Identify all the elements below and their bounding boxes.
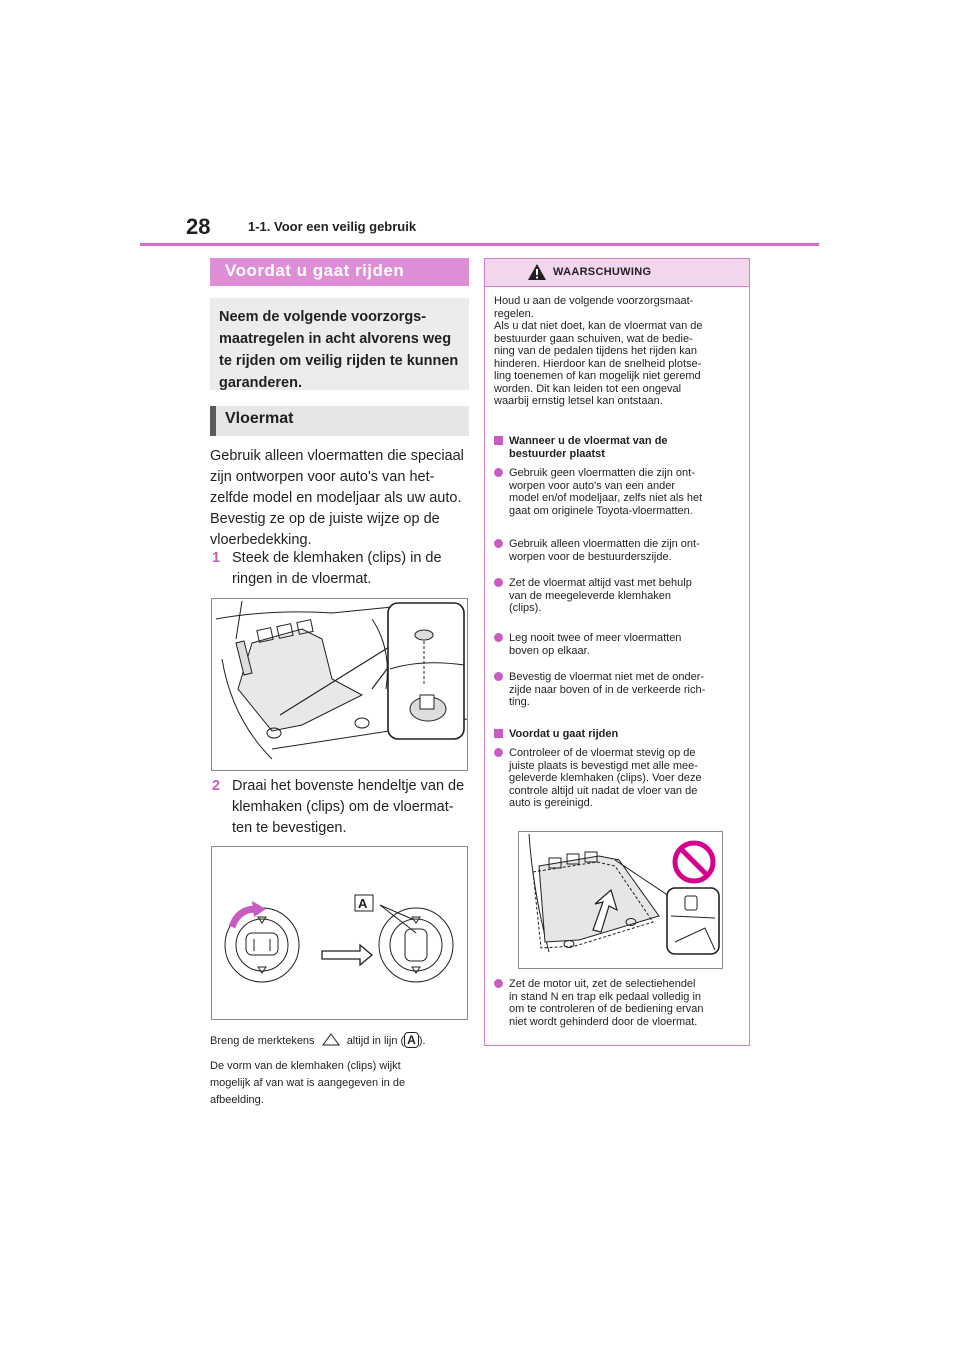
warning-line: waarbij ernstig letsel kan ontstaan. [494,395,663,407]
warning-heading-line: Voordat u gaat rijden [509,728,619,740]
caption-line: afbeelding. [210,1094,264,1106]
round-bullet-icon [494,672,503,681]
warning-bullet-7 [494,978,744,1028]
warning-bullet-line: gaat om originele Toyota-vloermatten. [509,504,693,517]
round-bullet-icon [494,748,503,757]
step-2 [210,776,472,839]
square-bullet-icon [494,436,503,445]
header-rule [140,243,819,246]
warning-bullet-line: in stand N en trap elk pedaal volledig in [509,990,702,1003]
warning-bullet-line: zijde naar boven of in de verkeerde rich- [509,683,706,696]
warning-bullet-2 [494,538,744,563]
figure-stacked-mats-prohibited [518,831,723,969]
caption-text: Breng de merktekens [210,1035,315,1047]
warning-bullet-5 [494,671,744,709]
warning-bullet-line: Zet de motor uit, zet de selectiehendel [509,978,696,990]
step-number: 1 [212,550,221,566]
warning-bullet-line: Leg nooit twee of meer vloermatten [509,632,682,644]
warning-bullet-4 [494,632,744,657]
triangle-mark-icon [322,1033,340,1046]
caption-line: mogelijk af van wat is aangegeven in de [210,1077,406,1089]
warning-line: ling toenemen of kan mogelijk niet geremd [494,370,701,382]
figure-clip-rotation [211,846,468,1020]
warning-line: worden. Dit kan leiden tot een ongeval [494,382,682,395]
warning-bullet-line: worpen voor de bestuurderszijde. [509,550,672,563]
warning-bullet-line: Zet de vloermat altijd vast met behulp [509,577,692,589]
warning-bullet-line: controle altijd uit nadat de vloer van de [509,784,698,797]
warning-heading-line: Wanneer u de vloermat van de [509,435,668,447]
warning-title: WAARSCHUWING [553,266,652,278]
warning-icon [527,263,547,281]
warning-bullet-line: om te controleren of de bediening ervan [509,1003,704,1015]
warning-bullet-line: auto is gereinigd. [509,797,593,809]
round-bullet-icon [494,539,503,548]
body-line: zijn ontworpen voor auto's van het- [210,469,435,485]
step-number: 2 [212,778,221,794]
warning-line: bestuurder gaan schuiven, wat de bedie- [494,332,693,345]
body-line: Gebruik alleen vloermatten die speciaal [210,448,464,464]
step-line: Steek de klemhaken (clips) in de [232,550,442,566]
section-title: 1-1. Voor een veilig gebruik [248,219,417,234]
figure-label-a: A [358,896,368,911]
stacked-mats-illustration [519,832,722,968]
body-line: Bevestig ze op de juiste wijze op de [210,511,440,527]
subheading-vloermat: Vloermat [210,406,469,436]
body-paragraph [210,446,472,551]
square-bullet-icon [494,729,503,738]
round-bullet-icon [494,979,503,988]
warning-line: hinderen. Hierdoor kan de snelheid plotse- [494,357,702,370]
intro-line: Neem de volgende voorzorgs- [219,309,427,325]
clip-rotation-illustration [212,847,467,1019]
warning-bullet-line: Bevestig de vloermat niet met de onder- [509,671,705,683]
page-number: 28 [186,214,211,239]
warning-heading-line: bestuurder plaatst [509,447,605,460]
warning-bullet-line: juiste plaats is bevestigd met alle mee- [509,759,698,772]
warning-bullet-line: model en/of modeljaar, zelfs niet als het [509,492,703,504]
step-1 [210,548,472,590]
round-bullet-icon [494,633,503,642]
chapter-banner: Voordat u gaat rijden [210,258,469,286]
caption-alignment [210,1032,472,1050]
warning-line: regelen. [494,307,534,320]
step-line: Draai het bovenste hendeltje van de [232,778,465,794]
body-line: zelfde model en modeljaar als uw auto. [210,490,462,506]
round-bullet-icon [494,578,503,587]
warning-bullet-line: boven op elkaar. [509,644,590,657]
intro-box [210,298,469,390]
warning-box [484,258,750,1046]
warning-heading-2 [494,728,744,741]
warning-bullet-1 [494,467,744,517]
warning-line: ning van de pedalen tijdens het rijden kan [494,345,698,357]
warning-bullet-3 [494,577,744,615]
warning-bullet-line: Gebruik alleen vloermatten die zijn ont- [509,538,700,550]
caption-note [210,1058,472,1109]
warning-bullet-line: Controleer of de vloermat stevig op de [509,747,696,759]
caption-line: De vorm van de klemhaken (clips) wijkt [210,1060,401,1072]
round-bullet-icon [494,468,503,477]
warning-bullet-line: (clips). [509,602,542,614]
warning-heading-1 [494,435,744,460]
caption-text: altijd in lijn ( [346,1035,405,1047]
step-line: ten te bevestigen. [232,820,347,836]
label-a-box: A [404,1032,419,1048]
intro-line: te rijden om veilig rijden te kunnen [219,353,459,369]
warning-bullet-6 [494,747,744,810]
warning-bullet-line: worpen voor auto's van een ander [509,479,675,492]
figure-floormat-clips [211,598,468,771]
caption-text: ). [418,1035,426,1047]
step-line: klemhaken (clips) om de vloermat- [232,799,454,815]
warning-line: Houd u aan de volgende voorzorgsmaat- [494,295,694,307]
intro-line: garanderen. [219,375,302,391]
warning-bullet-line: Gebruik geen vloermatten die zijn ont- [509,467,695,479]
intro-line: maatregelen in acht alvorens weg [219,331,452,347]
warning-bullet-line: geleverde klemhaken (clips). Voer deze [509,772,702,784]
warning-intro [494,295,744,408]
step-line: ringen in de vloermat. [232,571,372,587]
body-line: vloerbedekking. [210,532,312,548]
warning-header [485,259,749,287]
floormat-clips-illustration [212,599,467,770]
warning-bullet-line: ting. [509,696,530,708]
warning-line: Als u dat niet doet, kan de vloermat van de [494,320,703,332]
warning-bullet-line: van de meegeleverde klemhaken [509,589,672,602]
warning-bullet-line: niet wordt gehinderd door de vloermat. [509,1015,698,1028]
